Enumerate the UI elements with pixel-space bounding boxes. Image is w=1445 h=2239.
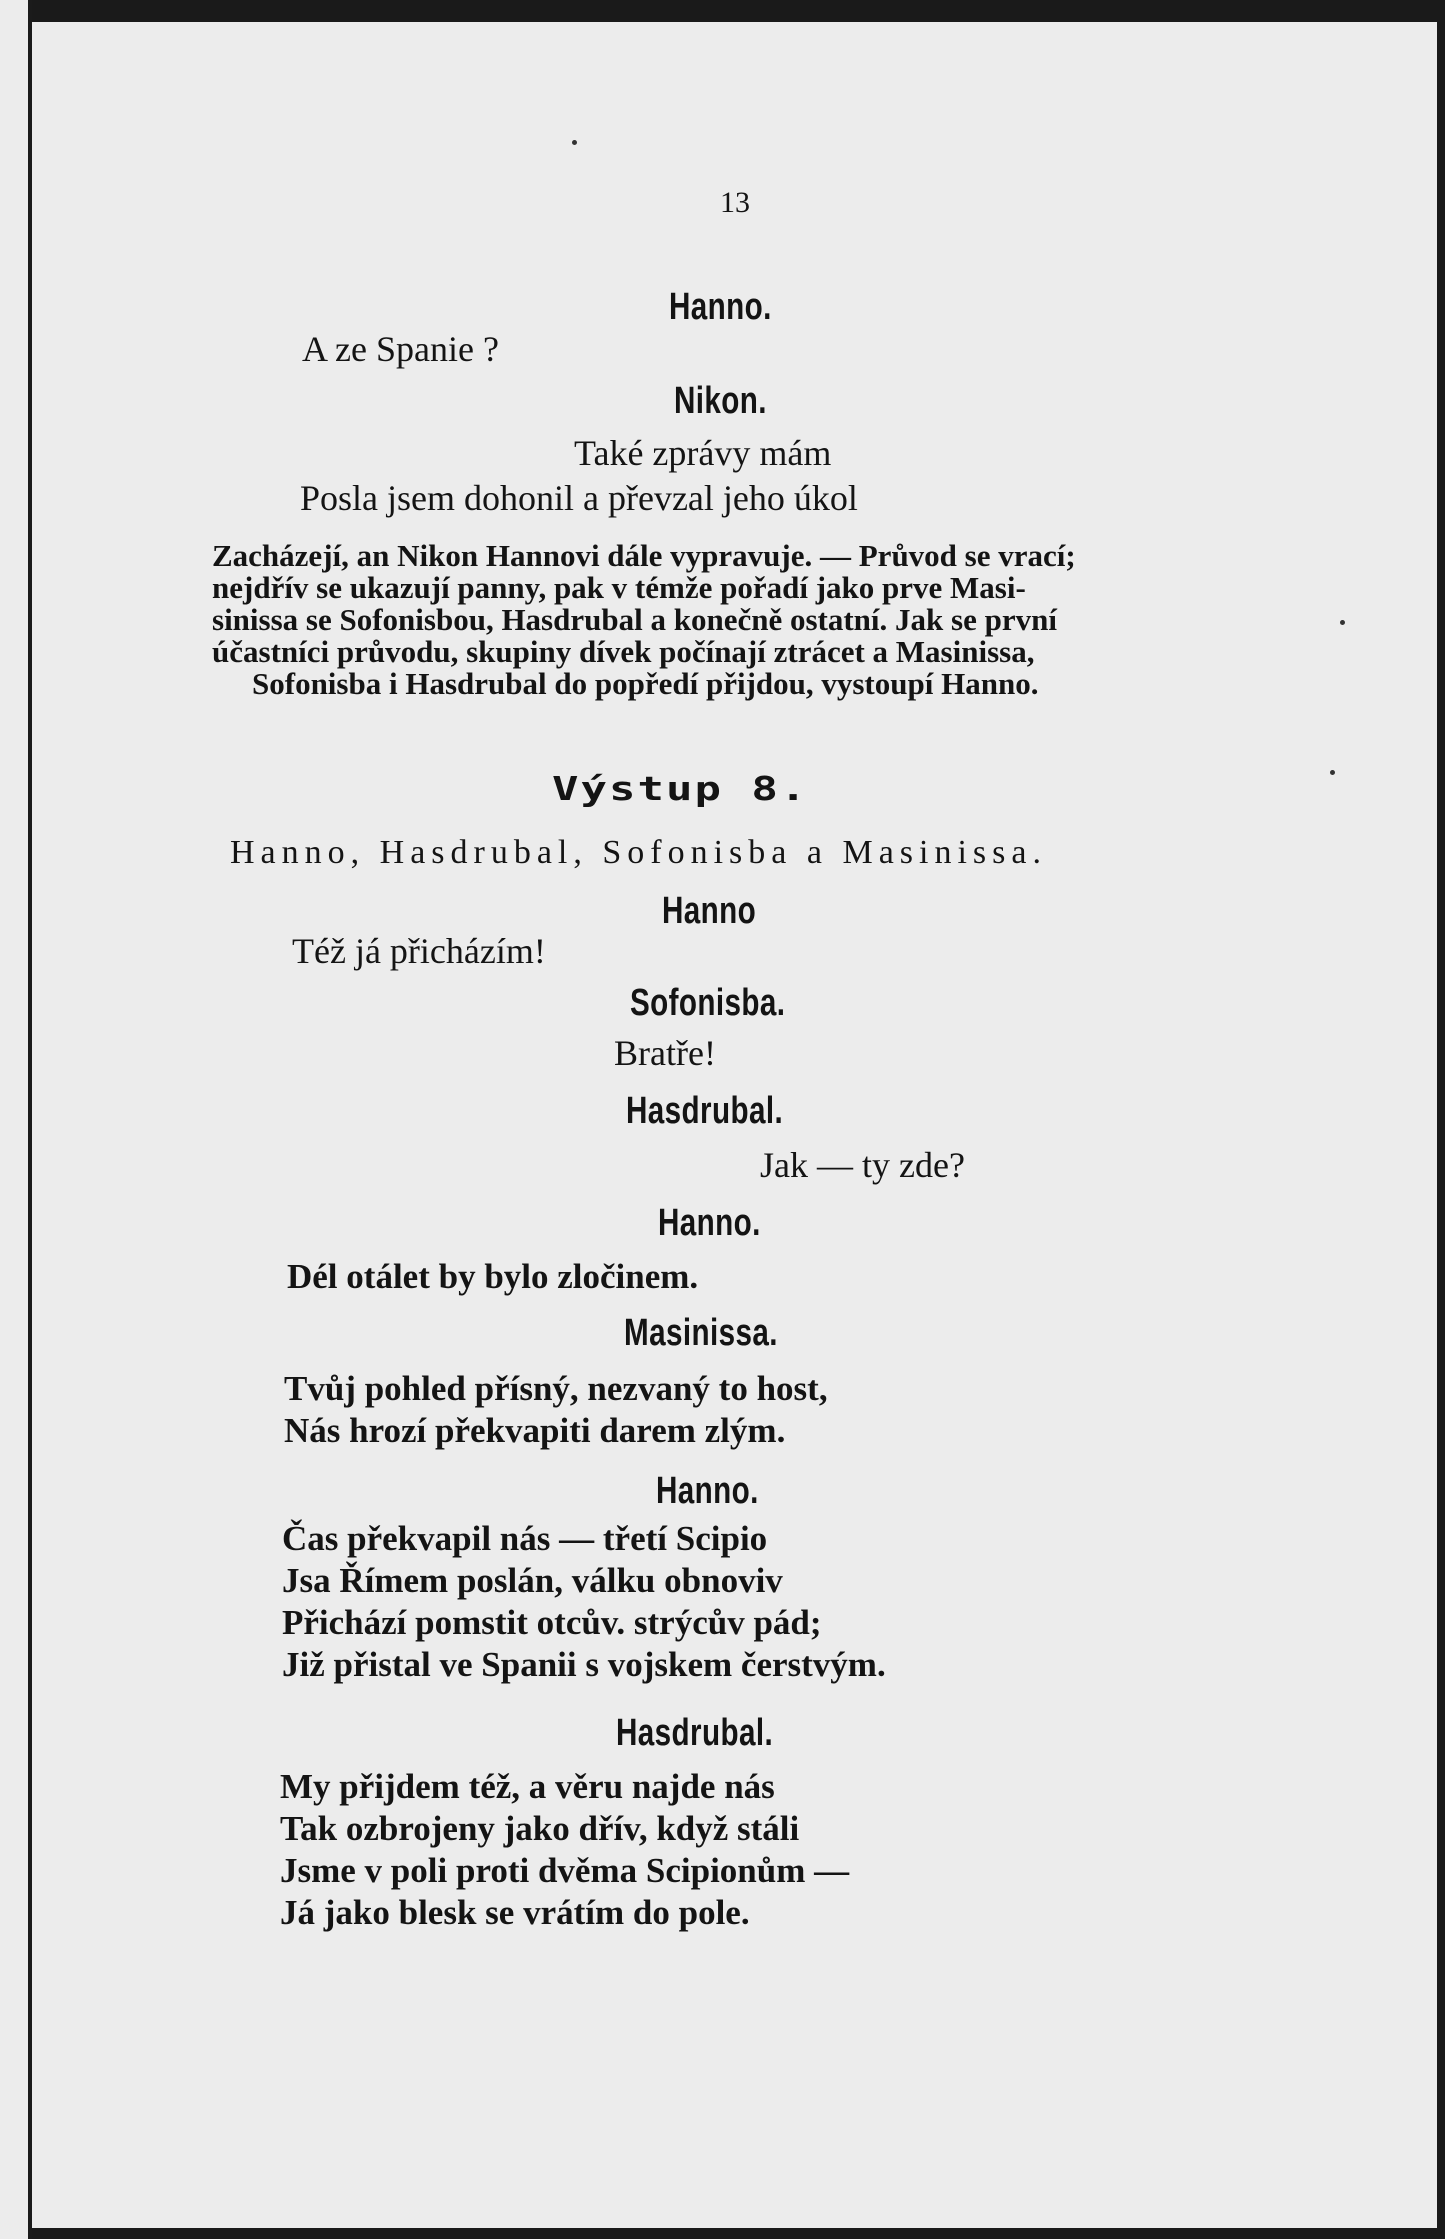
verse-line: Bratře! bbox=[614, 1033, 716, 1073]
speaker-hanno: Hanno. bbox=[669, 286, 772, 328]
print-speck bbox=[572, 140, 577, 145]
verse-line: Tvůj pohled přísný, nezvaný to host, bbox=[284, 1369, 828, 1408]
book-page bbox=[32, 22, 1437, 2228]
speaker-hasdrubal: Hasdrubal. bbox=[616, 1712, 774, 1754]
verse-line: Též já přicházím! bbox=[292, 931, 546, 971]
verse-line: Já jako blesk se vrátím do pole. bbox=[280, 1893, 750, 1932]
verse-line: Tak ozbrojeny jako dřív, když stáli bbox=[280, 1809, 800, 1848]
verse-line: Také zprávy mám bbox=[574, 433, 832, 473]
stage-line: Zacházejí, an Nikon Hannovi dále vypravuje. — Průvod se vrací; bbox=[212, 538, 1076, 573]
speaker-sofonisba: Sofonisba. bbox=[630, 982, 786, 1024]
verse-line: Již přistal ve Spanii s vojskem čerstvým. bbox=[282, 1645, 886, 1684]
stage-line: nejdřív se ukazují panny, pak v témže pořadí jako prve Masi- bbox=[212, 570, 1026, 605]
verse-line: Jsme v poli proti dvěma Scipionům — bbox=[280, 1851, 850, 1890]
line-a-ze-spanie: A ze Spanie ? bbox=[302, 329, 499, 369]
page-number: 13 bbox=[720, 186, 750, 219]
speaker-hasdrubal: Hasdrubal. bbox=[626, 1090, 784, 1132]
stage-line: Sofonisba i Hasdrubal do popředí přijdou, vystoupí Hanno. bbox=[252, 666, 1039, 701]
verse-line: Čas překvapil nás — třetí Scipio bbox=[282, 1519, 768, 1558]
verse-line: Jak — ty zde? bbox=[760, 1145, 965, 1185]
stage-line: účastníci průvodu, skupiny dívek počínají ztrácet a Masinissa, bbox=[212, 634, 1035, 669]
verse-line: Dél otálet by bylo zločinem. bbox=[287, 1257, 699, 1296]
speaker-hanno: Hanno bbox=[662, 890, 757, 932]
stage-line: sinissa se Sofonisbou, Hasdrubal a konečně ostatní. Jak se první bbox=[212, 602, 1057, 637]
verse-line: Nás hrozí překvapiti darem zlým. bbox=[284, 1411, 786, 1450]
speaker-hanno: Hanno. bbox=[656, 1470, 759, 1512]
speaker-nikon: Nikon. bbox=[674, 380, 767, 422]
print-speck bbox=[1340, 620, 1345, 625]
speaker-hanno: Hanno. bbox=[658, 1202, 761, 1244]
verse-line: My přijdem též, a věru najde nás bbox=[280, 1767, 775, 1806]
print-speck bbox=[1330, 770, 1335, 775]
scan-left-edge bbox=[0, 0, 32, 2239]
verse-line: Přichází pomstit otcův. strýcův pád; bbox=[282, 1603, 822, 1642]
verse-line: Jsa Římem poslán, válku obnoviv bbox=[282, 1561, 783, 1600]
scene-cast: Hanno, Hasdrubal, Sofonisba a Masinissa. bbox=[230, 834, 1047, 871]
stage-direction bbox=[212, 540, 1272, 700]
verse-line: Posla jsem dohonil a převzal jeho úkol bbox=[300, 478, 858, 518]
scene-title: Výstup 8. bbox=[552, 770, 809, 809]
speaker-masinissa: Masinissa. bbox=[624, 1312, 778, 1354]
